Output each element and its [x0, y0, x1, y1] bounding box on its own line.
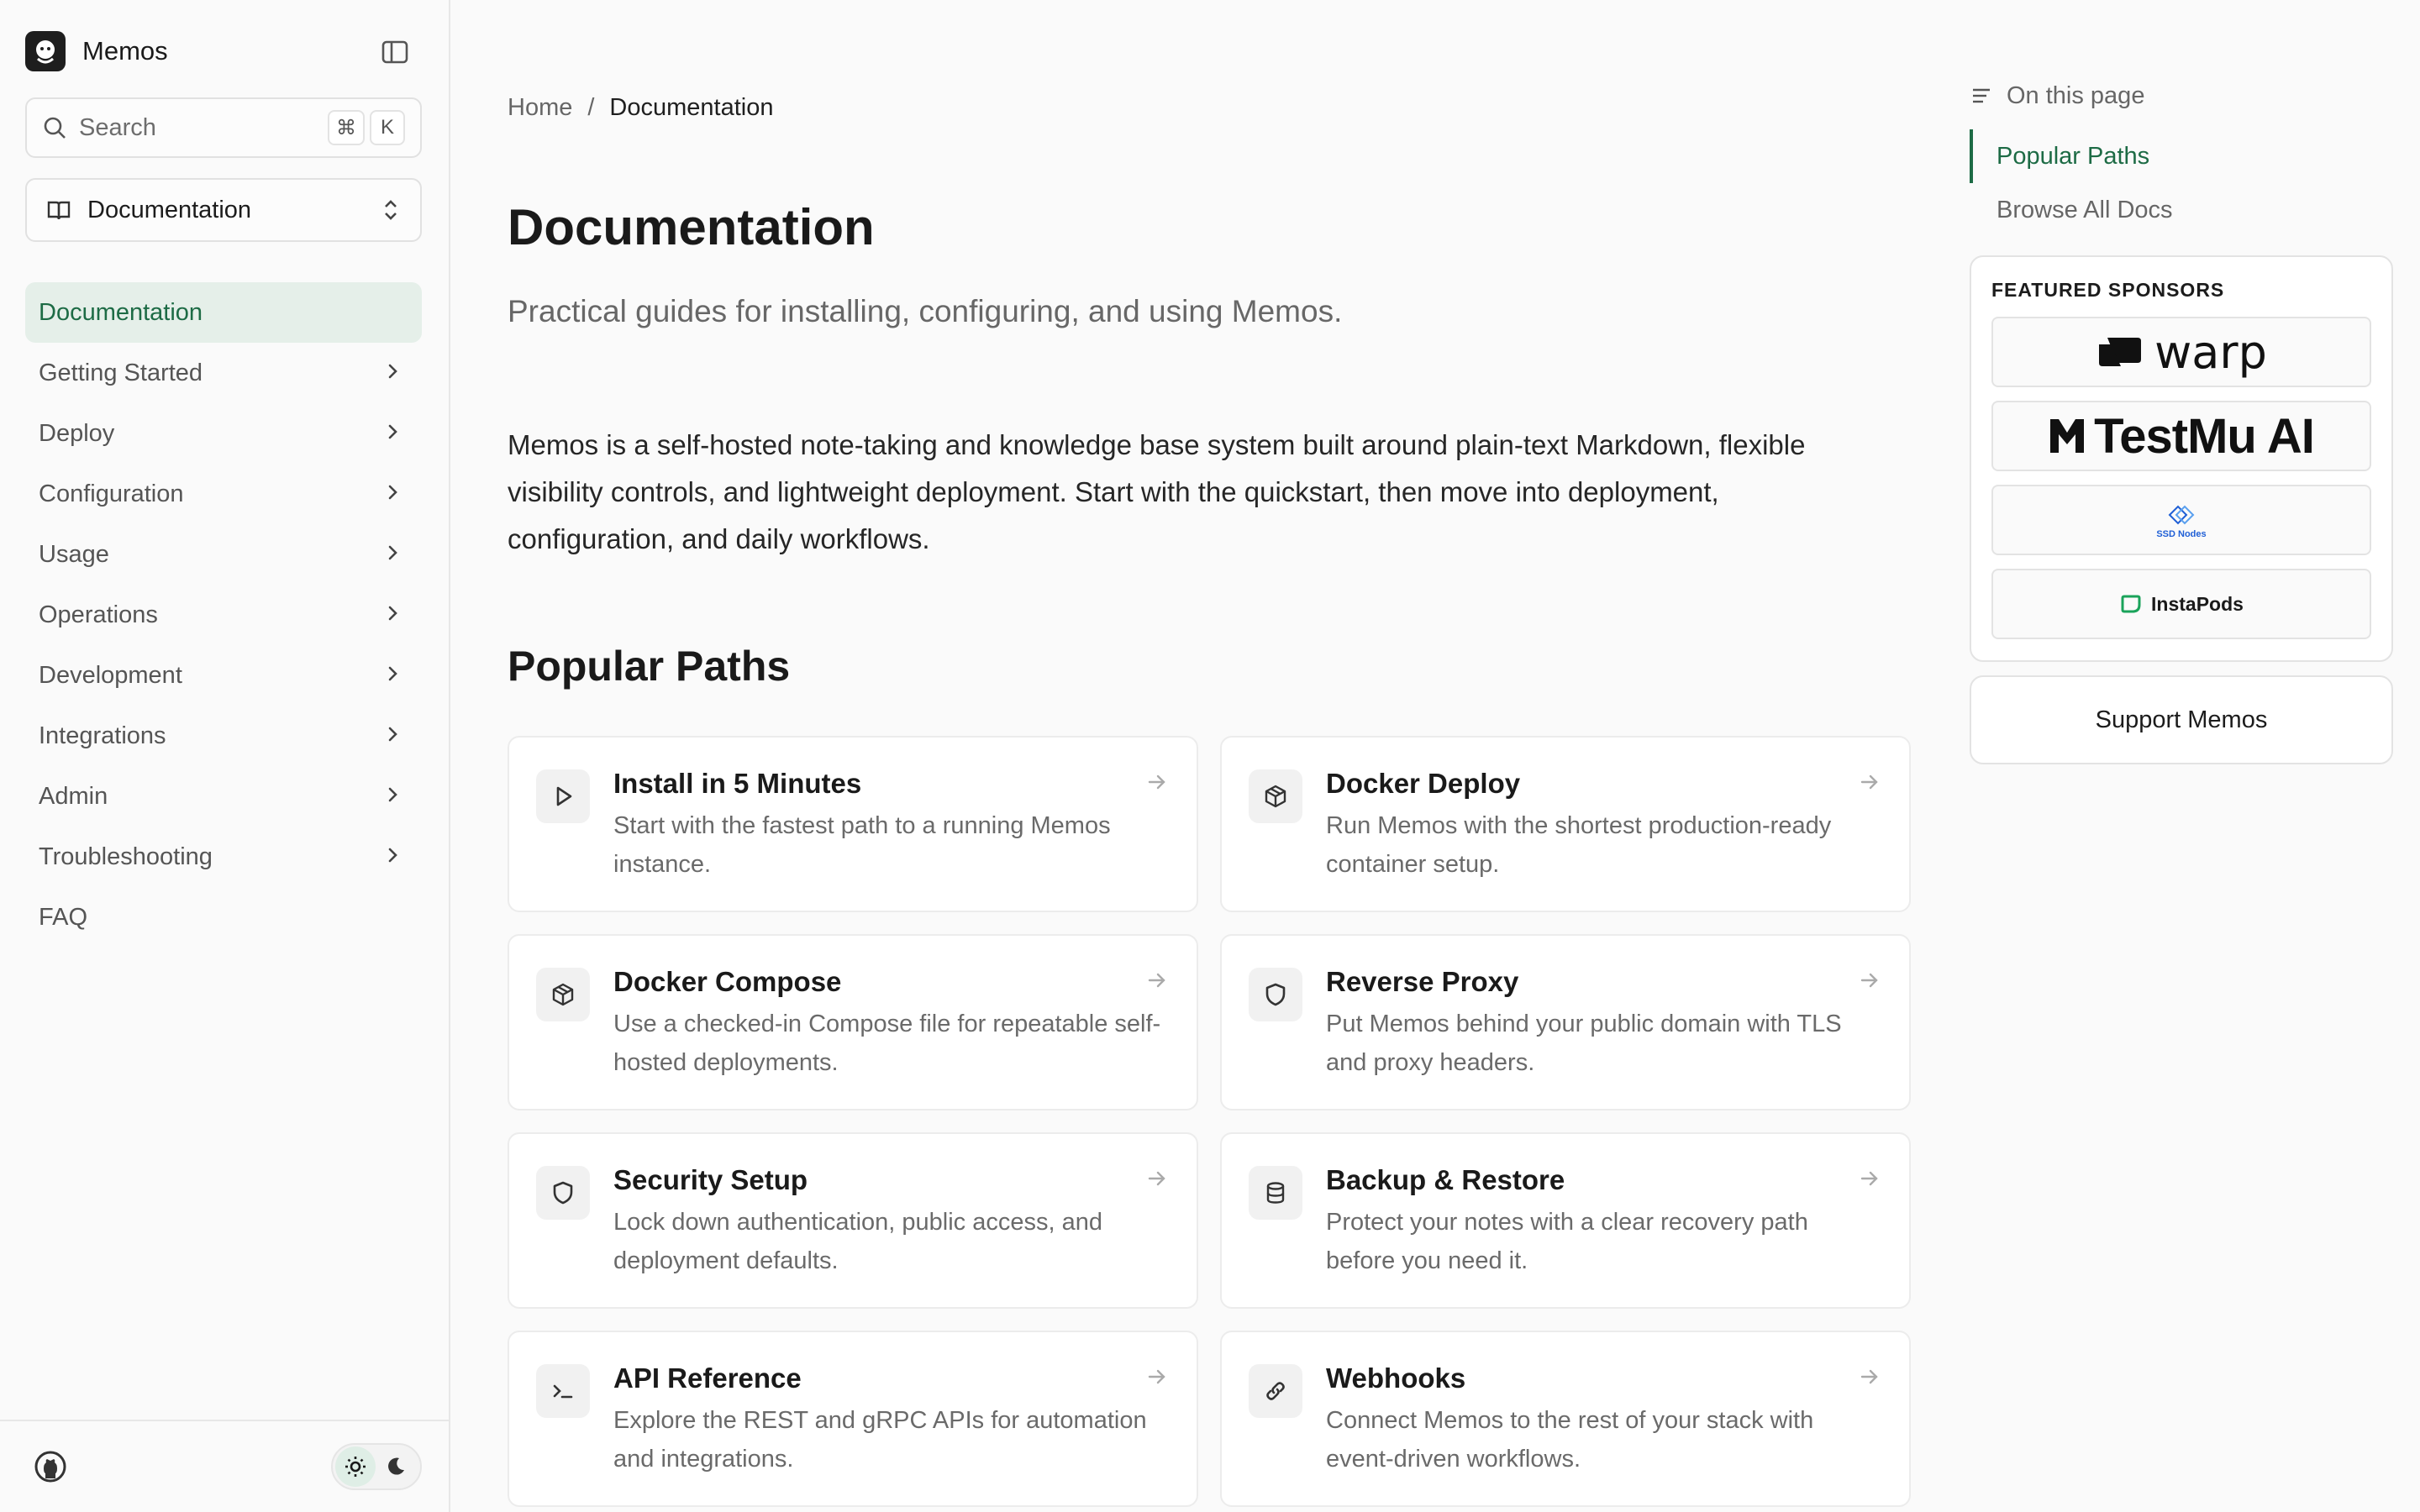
terminal-icon [536, 1364, 590, 1418]
card-description: Put Memos behind your public domain with TLS and proxy headers. [1326, 1011, 1842, 1076]
sidebar-item-label: Getting Started [39, 359, 203, 386]
sidebar-item-label: Usage [39, 540, 109, 568]
docs-select-value: Documentation [87, 196, 252, 223]
shortcut-mod-key: ⌘ [328, 110, 365, 145]
arrow-right-icon [1859, 969, 1881, 995]
sidebar-item-label: Deploy [39, 419, 115, 447]
sponsor-warp[interactable] [1991, 317, 2371, 387]
chevron-right-icon [383, 480, 402, 508]
sidebar-item-label: Development [39, 661, 182, 689]
path-card[interactable] [508, 1331, 1198, 1507]
toc-list [1970, 129, 2390, 237]
arrow-right-icon [1859, 771, 1881, 797]
ssd-nodes-logo-icon [2161, 501, 2202, 529]
card-description: Connect Memos to the rest of your stack with event-driven workflows. [1326, 1407, 1814, 1473]
card-description: Run Memos with the shortest production-ready container setup. [1326, 812, 1832, 878]
sidebar-item-getting-started[interactable] [25, 343, 422, 403]
arrow-right-icon [1146, 1168, 1168, 1194]
sponsor-ssd-nodes-name: SSD Nodes [2156, 529, 2207, 539]
chevron-right-icon [383, 843, 402, 871]
card-description: Use a checked-in Compose file for repeatable self-hosted deployments. [613, 1011, 1161, 1076]
arrow-right-icon [1146, 771, 1168, 797]
chevron-right-icon [383, 722, 402, 750]
chevron-right-icon [383, 662, 402, 690]
sidebar-item-label: Documentation [39, 298, 203, 326]
path-card[interactable] [508, 736, 1198, 912]
toc-item[interactable]: Browse All Docs [1996, 196, 2173, 223]
support-memos-button[interactable]: Support Memos [1970, 675, 2393, 764]
breadcrumb-home[interactable]: Home [508, 94, 573, 121]
path-card[interactable] [508, 934, 1198, 1110]
shortcut-key: K [370, 110, 405, 145]
toc-heading [1970, 77, 2390, 114]
app-name: Memos [82, 36, 168, 66]
sidebar-toggle-icon[interactable] [380, 37, 410, 67]
path-card[interactable] [1220, 934, 1911, 1110]
page-subtitle: Practical guides for installing, configuring, and using Memos. [508, 294, 1343, 328]
sponsors-heading: FEATURED SPONSORS [1991, 279, 2225, 301]
popular-paths-grid [508, 736, 1912, 1507]
sidebar-item-admin[interactable] [25, 766, 422, 827]
sidebar [0, 0, 450, 1512]
section-title: Popular Paths [508, 643, 791, 690]
sponsor-instapods-name: InstaPods [2151, 592, 2244, 615]
memos-logo-icon [25, 31, 66, 71]
sponsor-instapods[interactable] [1991, 569, 2371, 639]
instapods-logo-icon [2119, 592, 2143, 616]
sidebar-item-label: Admin [39, 782, 108, 810]
dark-mode-icon[interactable] [376, 1446, 416, 1487]
chevron-up-down-icon [380, 197, 402, 223]
path-card[interactable] [1220, 736, 1911, 912]
card-title: Webhooks [1326, 1362, 1466, 1394]
search-icon [42, 115, 67, 140]
breadcrumb-current: Documentation [609, 94, 774, 121]
testmu-logo-icon [2049, 416, 2086, 456]
github-icon[interactable] [34, 1450, 67, 1483]
box-icon [536, 968, 590, 1021]
theme-toggle[interactable] [331, 1443, 422, 1490]
card-description: Explore the REST and gRPC APIs for automation and integrations. [613, 1407, 1147, 1473]
box-icon [1249, 769, 1302, 823]
path-card[interactable] [1220, 1331, 1911, 1507]
sponsor-testmu-name: TestMu AI [2094, 408, 2314, 464]
book-icon [45, 197, 72, 223]
card-title: Security Setup [613, 1164, 808, 1195]
card-title: API Reference [613, 1362, 802, 1394]
shield-icon [536, 1166, 590, 1220]
sidebar-item-label: Troubleshooting [39, 843, 213, 870]
page-title: Documentation [508, 199, 875, 255]
sidebar-item-faq[interactable] [25, 887, 422, 948]
path-card[interactable] [1220, 1132, 1911, 1309]
search-label: Search [79, 113, 156, 141]
play-icon [536, 769, 590, 823]
card-description: Lock down authentication, public access, and deployment defaults. [613, 1209, 1102, 1274]
card-title: Backup & Restore [1326, 1164, 1565, 1195]
shield-icon [1249, 968, 1302, 1021]
sponsors-panel [1970, 255, 2393, 662]
toc-item[interactable]: Popular Paths [1970, 129, 2390, 183]
page-intro: Memos is a self-hosted note-taking and knowledge base system built around plain-text Markdown, flexible visibility controls, and lightweight deployment. Start with the quickstart, then move into deployment, configuration, and daily workflows. [508, 429, 1806, 554]
arrow-right-icon [1859, 1168, 1881, 1194]
chevron-right-icon [383, 783, 402, 811]
sponsor-warp-name: warp [2154, 325, 2267, 379]
sidebar-item-deploy[interactable] [25, 403, 422, 464]
card-description: Protect your notes with a clear recovery path before you need it. [1326, 1209, 1808, 1274]
sidebar-item-documentation[interactable] [25, 282, 422, 343]
database-icon [1249, 1166, 1302, 1220]
chevron-right-icon [383, 541, 402, 569]
brand[interactable] [25, 30, 168, 72]
arrow-right-icon [1859, 1366, 1881, 1392]
arrow-right-icon [1146, 1366, 1168, 1392]
sidebar-item-label: Operations [39, 601, 158, 628]
sidebar-item-label: FAQ [39, 903, 88, 931]
path-card[interactable] [508, 1132, 1198, 1309]
sidebar-item-integrations[interactable] [25, 706, 422, 766]
light-mode-icon[interactable] [335, 1446, 376, 1487]
sidebar-item-configuration[interactable] [25, 464, 422, 524]
sidebar-item-troubleshooting[interactable] [25, 827, 422, 887]
card-description: Start with the fastest path to a running Memos instance. [613, 812, 1111, 878]
link-icon [1249, 1364, 1302, 1418]
sidebar-item-operations[interactable] [25, 585, 422, 645]
card-title: Docker Deploy [1326, 768, 1521, 799]
table-of-contents [1970, 77, 2390, 237]
sidebar-nav [25, 282, 422, 948]
toc-heading-label: On this page [2007, 81, 2145, 109]
card-title: Docker Compose [613, 966, 842, 997]
breadcrumb [508, 94, 773, 122]
sidebar-item-usage[interactable] [25, 524, 422, 585]
warp-logo-icon [2096, 334, 2143, 370]
sidebar-item-label: Integrations [39, 722, 166, 749]
chevron-right-icon [383, 420, 402, 448]
docs-version-select[interactable] [25, 178, 422, 242]
sidebar-item-label: Configuration [39, 480, 184, 507]
sponsor-testmu[interactable] [1991, 401, 2371, 471]
sidebar-footer [0, 1420, 449, 1512]
sidebar-item-development[interactable] [25, 645, 422, 706]
card-title: Install in 5 Minutes [613, 768, 862, 799]
search-button[interactable] [25, 97, 422, 158]
list-icon [1970, 84, 1993, 108]
breadcrumb-separator: / [587, 94, 595, 121]
sponsor-ssd-nodes[interactable] [1991, 485, 2371, 555]
chevron-right-icon [383, 360, 402, 387]
arrow-right-icon [1146, 969, 1168, 995]
chevron-right-icon [383, 601, 402, 629]
card-title: Reverse Proxy [1326, 966, 1519, 997]
